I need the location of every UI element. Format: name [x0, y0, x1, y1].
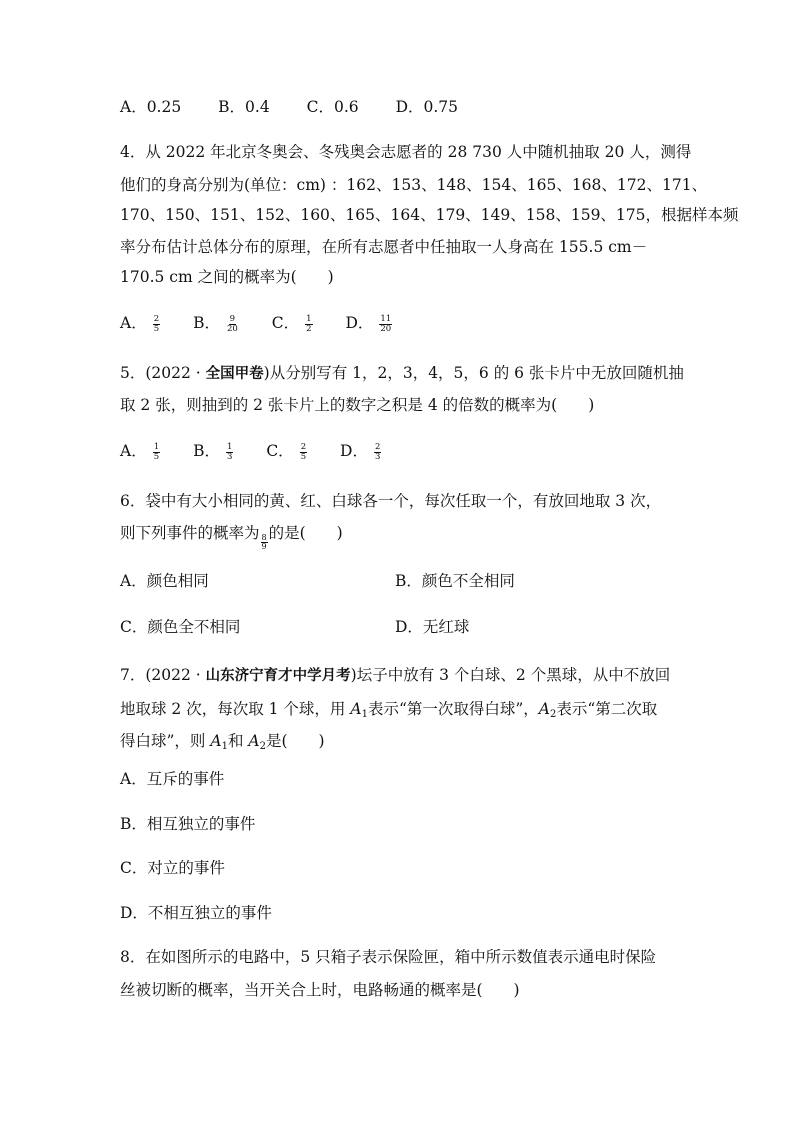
q6-line-1: 6．袋中有大小相同的黄、红、白球各一个，每次任取一个，有放回地取 3 次，	[120, 492, 662, 510]
q6-line-2-a: 则下列事件的概率为	[120, 524, 260, 542]
q5-option-a: A． $\frac{1}{5}$	[120, 441, 160, 462]
q4-line-5: 170.5 cm 之间的概率为( )	[120, 268, 334, 286]
q4-option-a: A． $\frac{2}{5}$	[120, 313, 160, 334]
q5-line-1	[120, 362, 684, 385]
q5-line-1-rest: )从分别写有 1，2，3，4，5，6 的 6 张卡片中无放回随机抽	[263, 364, 684, 382]
q7-option-a: A．互斥的事件	[120, 770, 225, 788]
q6-line-2-b: 的是( )	[268, 524, 343, 542]
q6-option-a: A．颜色相同	[120, 572, 209, 590]
q5-options	[120, 440, 409, 462]
q3-option-c: C．0.6	[306, 98, 359, 116]
q7-line-1-rest: )坛子中放有 3 个白球、2 个黑球，从中不放回	[350, 666, 671, 684]
q5-source: 全国甲卷	[205, 366, 264, 382]
q3-option-b: B．0.4	[218, 98, 270, 116]
q4-line-3: 170、150、151、152、160、165、164、179、149、158、159、175，根据样本频	[120, 206, 739, 224]
q4-option-b: B． $\frac{9}{20}$	[193, 313, 238, 334]
q7-option-c: C．对立的事件	[120, 859, 225, 877]
q7-line-2: 地取球 2 次，每次取 1 个球，用 $A_1$表示“第一次取得白球”，$A_2$表示“第二次取	[120, 700, 658, 720]
q6-fraction: $\frac{8}{9}$	[261, 533, 267, 551]
q8-line-2: 丝被切断的概率，当开关合上时，电路畅通的概率是( )	[120, 981, 520, 999]
q6-line-2	[120, 522, 343, 551]
q5-option-d: D． $\frac{2}{3}$	[340, 441, 381, 462]
q6-option-d: D．无红球	[395, 618, 470, 636]
q4-options	[120, 312, 420, 334]
q3-options	[120, 96, 490, 118]
q4-option-d: D． $\frac{11}{20}$	[345, 313, 392, 334]
q4-option-c: C． $\frac{1}{2}$	[271, 313, 312, 334]
q5-line-2: 取 2 张，则抽到的 2 张卡片上的数字之积是 4 的倍数的概率为( )	[120, 396, 595, 414]
q7-line-3: 得白球”，则 $A_1$和 $A_2$是( )	[120, 732, 325, 752]
q5-option-b: B． $\frac{1}{3}$	[193, 441, 233, 462]
q8-line-1: 8．在如图所示的电路中，5 只箱子表示保险匣，箱中所示数值表示通电时保险	[120, 948, 657, 966]
q7-line-1	[120, 664, 670, 687]
q7-prefix: 7．(2022 ·	[120, 666, 206, 684]
q6-option-b: B．颜色不全相同	[395, 572, 515, 590]
q7-source: 山东济宁育才中学月考	[205, 668, 351, 684]
q3-option-d: D．0.75	[395, 98, 459, 116]
q4-line-1: 4．从 2022 年北京冬奥会、冬残奥会志愿者的 28 730 人中随机抽取 20 人，测得	[120, 143, 692, 161]
q7-option-b: B．相互独立的事件	[120, 815, 256, 833]
q5-option-c: C． $\frac{2}{5}$	[266, 441, 307, 462]
q5-prefix: 5．(2022 ·	[120, 364, 206, 382]
q4-line-2: 他们的身高分别为(单位：cm) ：162、153、148、154、165、168、172、171、	[120, 176, 708, 194]
q7-option-d: D．不相互独立的事件	[120, 904, 272, 922]
q4-line-4: 率分布估计总体分布的原理，在所有志愿者中任抽取一人身高在 155.5 cm－	[120, 238, 648, 256]
q3-option-a: A．0.25	[120, 98, 182, 116]
q6-option-c: C．颜色全不相同	[120, 618, 241, 636]
